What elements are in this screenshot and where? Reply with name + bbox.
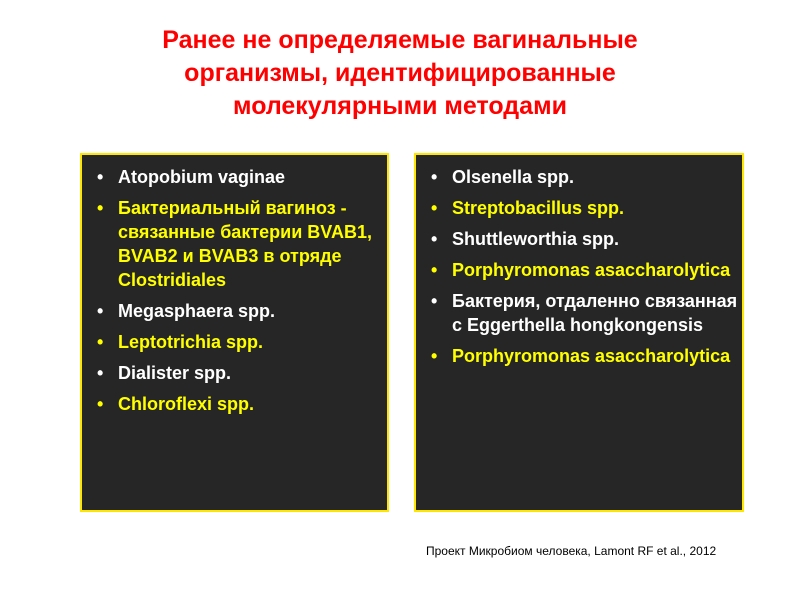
source-footnote: Проект Микробиом человека, Lamont RF et al., 2012 — [426, 544, 717, 558]
list-item: • Atopobium vaginae — [118, 165, 383, 189]
list-item: • Leptotrichia spp. — [118, 330, 383, 354]
list-item: • Porphyromonas asaccharolytica — [452, 344, 738, 368]
left-organism-panel — [80, 153, 389, 512]
list-item: • Dialister spp. — [118, 361, 383, 385]
list-item: • Porphyromonas asaccharolytica — [452, 258, 738, 282]
right-organism-list — [416, 155, 742, 368]
list-item: • Megasphaera spp. — [118, 299, 383, 323]
slide-title-line-2: организмы, идентифицированные — [184, 59, 616, 87]
list-item: • Chloroflexi spp. — [118, 392, 383, 416]
list-item: • Бактериальный вагиноз - связанные бактерии BVAB1, BVAB2 и BVAB3 в отряде Clostridiales — [118, 196, 383, 292]
slide-title-line-3: молекулярными методами — [233, 92, 567, 120]
right-organism-panel — [414, 153, 744, 512]
list-item: • Бактерия, отдаленно связанная с Eggerthella hongkongensis — [452, 289, 738, 337]
list-item: • Olsenella spp. — [452, 165, 738, 189]
left-organism-list — [82, 155, 387, 416]
list-item: • Shuttleworthia spp. — [452, 227, 738, 251]
slide-title — [60, 24, 740, 123]
slide-title-line-1: Ранее не определяемые вагинальные — [162, 26, 638, 54]
list-item: • Streptobacillus spp. — [452, 196, 738, 220]
